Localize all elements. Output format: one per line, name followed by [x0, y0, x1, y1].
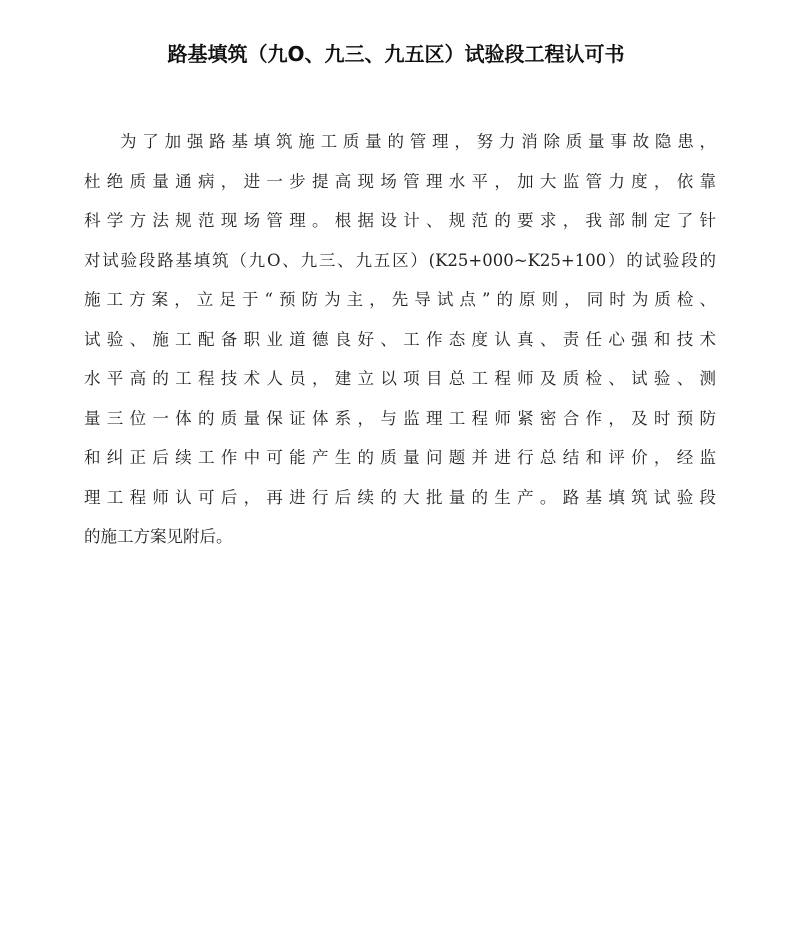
body-paragraph: [84, 122, 716, 557]
paragraph-line: 和纠正后续工作中可能产生的质量问题并进行总结和评价，经监: [84, 448, 716, 467]
paragraph-line: 施工方案，立足于“预防为主，先导试点”的原则，同时为质检、: [84, 290, 716, 309]
paragraph-line: 杜绝质量通病，进一步提高现场管理水平，加大监管力度，依靠: [84, 171, 716, 191]
paragraph-line: 试验、施工配备职业道德良好、工作态度认真、责任心强和技术: [84, 329, 716, 349]
paragraph-line: 水平高的工程技术人员，建立以项目总工程师及质检、试验、测: [84, 369, 716, 388]
paragraph-line: 为了加强路基填筑施工质量的管理，努力消除质量事故隐患，: [120, 132, 716, 151]
paragraph-line: 对试验段路基填筑（九O、九三、九五区）(K25+000~K25+100）的试验段的: [84, 250, 716, 270]
paragraph-line: 量三位一体的质量保证体系，与监理工程师紧密合作，及时预防: [84, 408, 716, 428]
document-title: 路基填筑（九O、九三、九五区）试验段工程认可书: [167, 42, 625, 66]
paragraph-line: 的施工方案见附后。: [84, 527, 233, 546]
paragraph-line: 科学方法规范现场管理。根据设计、规范的要求，我部制定了针: [84, 211, 716, 230]
paragraph-line: 理工程师认可后，再进行后续的大批量的生产。路基填筑试验段: [84, 487, 716, 507]
